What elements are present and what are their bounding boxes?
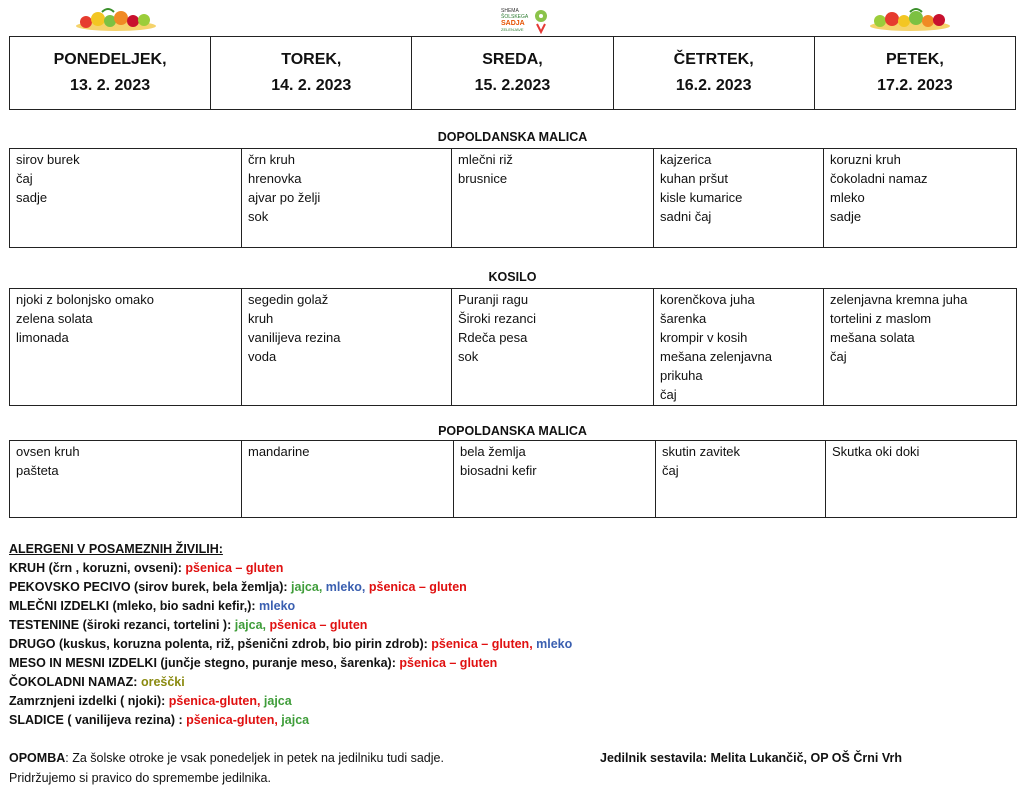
meal-item: krompir v kosih: [660, 330, 748, 345]
meal-cell: [824, 289, 1017, 406]
day-friday: PETEK, 17.2. 2023: [814, 37, 1015, 110]
meal-item: čokoladni namaz: [830, 171, 928, 186]
meal-item: sirov burek: [16, 152, 80, 167]
meal-item: sok: [458, 349, 479, 364]
allergens-heading: ALERGENI V POSAMEZNIH ŽIVILIH:: [9, 542, 223, 556]
meal-item: bela žemlja: [460, 444, 526, 459]
meal-item: črn kruh: [248, 152, 295, 167]
meal-item: čaj: [662, 463, 679, 478]
meal-item: korenčkova juha: [660, 292, 755, 307]
meal-cell: [10, 441, 242, 518]
meal-item: voda: [248, 349, 277, 364]
allergen-text: pšenica – gluten: [368, 580, 467, 594]
allergen-line: [9, 616, 572, 635]
meal-item: sadje: [830, 209, 862, 224]
allergen-text: pšenica-gluten,: [186, 713, 282, 727]
meal-cell: [454, 441, 656, 518]
allergen-line: [9, 559, 572, 578]
meal-cell: [654, 289, 824, 406]
allergen-line: [9, 654, 572, 673]
fruit-basket-icon: [868, 6, 952, 32]
allergen-text: PEKOVSKO PECIVO (sirov burek, bela žemlja):: [9, 580, 292, 594]
meal-item: segedin golaž: [248, 292, 329, 307]
logo-line-4: ZELENJAVE: [501, 27, 524, 32]
meal-cell: [654, 149, 824, 248]
section-title-morning: DOPOLDANSKA MALICA: [437, 130, 588, 144]
allergen-text: DRUGO (kuskus, koruzna polenta, riž, pšenični zdrob, bio pirin zdrob):: [9, 637, 432, 651]
allergen-list: [9, 559, 572, 730]
allergen-text: MLEČNI IZDELKI (mleko, bio sadni kefir,):: [9, 599, 260, 613]
meal-item: kuhan pršut: [660, 171, 728, 186]
meal-item: pašteta: [16, 463, 59, 478]
day-wednesday: SREDA, 15. 2.2023: [412, 37, 613, 110]
meal-table-afternoon: [9, 440, 1017, 518]
meal-cell: [242, 289, 452, 406]
meal-item: Rdeča pesa: [458, 330, 528, 345]
section-title-lunch: KOSILO: [488, 270, 537, 284]
note-label: OPOMBA: [9, 751, 66, 765]
meal-item: mleko: [830, 190, 865, 205]
meal-item: vanilijeva rezina: [248, 330, 341, 345]
allergen-text: pšenica – gluten: [185, 561, 284, 575]
day-tuesday: TOREK, 14. 2. 2023: [211, 37, 412, 110]
meal-cell: [656, 441, 826, 518]
meal-item: limonada: [16, 330, 69, 345]
day-thursday: ČETRTEK, 16.2. 2023: [613, 37, 814, 110]
allergens-block: [9, 540, 572, 730]
meal-item: sadni čaj: [660, 209, 712, 224]
meal-cell: [242, 441, 454, 518]
school-fruit-scheme-logo: [497, 4, 551, 34]
logo-line-1: SHEMA: [501, 8, 519, 14]
allergen-text: ČOKOLADNI NAMAZ:: [9, 675, 141, 689]
day-monday: PONEDELJEK, 13. 2. 2023: [10, 37, 211, 110]
allergen-line: [9, 692, 572, 711]
meal-cell: [452, 149, 654, 248]
meal-item: Široki rezanci: [458, 311, 537, 326]
meal-item: koruzni kruh: [830, 152, 901, 167]
meal-cell: [824, 149, 1017, 248]
allergen-text: jajca,: [291, 580, 326, 594]
logo-line-2: ŠOLSKEGA: [501, 14, 529, 20]
meal-item: tortelini z maslom: [830, 311, 932, 326]
allergen-text: pšenica – gluten: [269, 618, 368, 632]
meal-item: mešana zelenjavna: [660, 349, 773, 364]
section-title-afternoon: POPOLDANSKA MALICA: [438, 424, 587, 438]
meal-cell: [242, 149, 452, 248]
meal-item: Skutka oki doki: [832, 444, 920, 459]
fruit-basket-icon: [74, 6, 158, 32]
allergen-text: Zamrznjeni izdelki ( njoki):: [9, 694, 169, 708]
menu-composer: Jedilnik sestavila: Melita Lukančič, OP OŠ Črni Vrh: [600, 751, 902, 765]
meal-table-lunch: [9, 288, 1017, 406]
meal-item: čaj: [660, 387, 677, 402]
meal-item: šarenka: [660, 311, 707, 326]
allergen-text: jajca: [281, 713, 310, 727]
meal-cell: [826, 441, 1017, 518]
allergen-text: oreščki: [140, 675, 185, 689]
meal-item: prikuha: [660, 368, 703, 383]
meal-item: njoki z bolonjsko omako: [16, 292, 155, 307]
logo-line-3: SADJA: [501, 20, 525, 27]
meal-item: ajvar po želji: [248, 190, 321, 205]
allergen-line: [9, 673, 572, 692]
meal-item: ovsen kruh: [16, 444, 80, 459]
meal-item: skutin zavitek: [662, 444, 741, 459]
allergen-line: [9, 711, 572, 730]
meal-item: zelenjavna kremna juha: [830, 292, 968, 307]
meal-item: čaj: [830, 349, 847, 364]
meal-item: mešana solata: [830, 330, 915, 345]
meal-item: hrenovka: [248, 171, 302, 186]
days-header-table: [9, 36, 1016, 110]
allergen-line: [9, 635, 572, 654]
meal-item: mandarine: [248, 444, 310, 459]
allergen-text: jajca: [263, 694, 292, 708]
meal-item: čaj: [16, 171, 33, 186]
allergen-text: jajca,: [234, 618, 270, 632]
meal-item: kruh: [248, 311, 274, 326]
allergen-text: mleko,: [325, 580, 369, 594]
allergen-text: TESTENINE (široki rezanci, tortelini ):: [9, 618, 235, 632]
meal-item: sadje: [16, 190, 48, 205]
meal-item: sok: [248, 209, 269, 224]
allergen-text: MESO IN MESNI IZDELKI (junčje stegno, puranje meso, šarenka):: [9, 656, 400, 670]
allergen-text: pšenica – gluten: [399, 656, 498, 670]
meal-cell: [10, 149, 242, 248]
meal-item: mlečni riž: [458, 152, 513, 167]
meal-item: biosadni kefir: [460, 463, 537, 478]
allergen-line: [9, 578, 572, 597]
allergen-text: mleko: [536, 637, 573, 651]
meal-item: kajzerica: [660, 152, 712, 167]
allergen-text: pšenica-gluten,: [168, 694, 264, 708]
allergen-text: mleko: [259, 599, 296, 613]
allergen-text: pšenica – gluten,: [431, 637, 537, 651]
meal-item: zelena solata: [16, 311, 93, 326]
note-line2: Pridržujemo si pravico do spremembe jedilnika.: [9, 771, 271, 785]
note-block: [9, 748, 444, 788]
meal-item: Puranji ragu: [458, 292, 529, 307]
meal-item: kisle kumarice: [660, 190, 743, 205]
meal-item: brusnice: [458, 171, 508, 186]
meal-cell: [10, 289, 242, 406]
note-text: : Za šolske otroke je vsak ponedeljek in petek na jedilniku tudi sadje.: [65, 751, 444, 765]
meal-cell: [452, 289, 654, 406]
allergen-text: SLADICE ( vanilijeva rezina) :: [9, 713, 187, 727]
allergen-line: [9, 597, 572, 616]
allergen-text: KRUH (črn , koruzni, ovseni):: [9, 561, 186, 575]
meal-table-morning: [9, 148, 1017, 248]
